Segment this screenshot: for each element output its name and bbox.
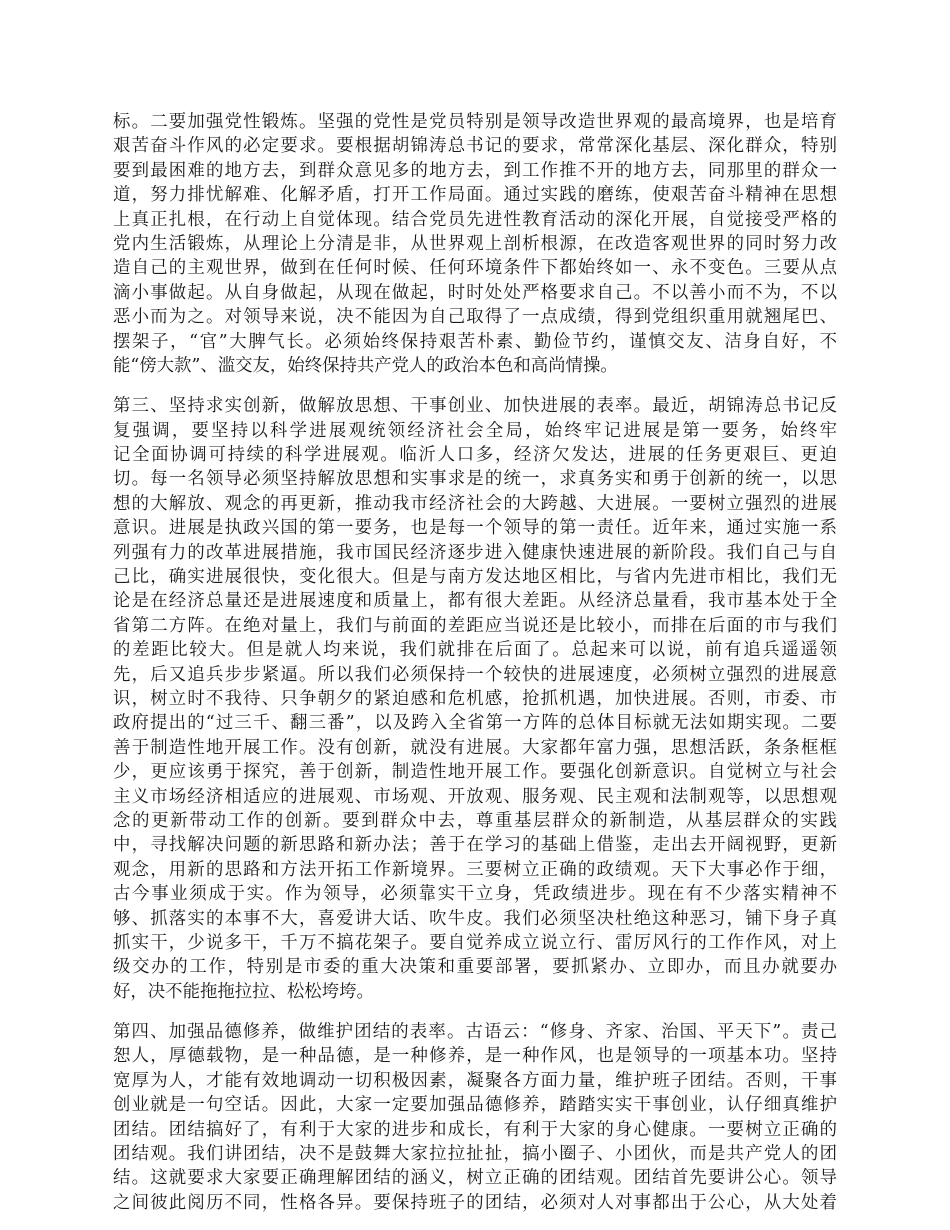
text-line: 团结。团结搞好了，有利于大家的进步和成长，有利于大家的身心健康。一要树立正确的 xyxy=(113,1119,837,1140)
text-line: 论是在经济总量还是进展速度和质量上，都有很大差距。从经济总量看，我市基本处于全 xyxy=(113,591,837,612)
text-line: 善于制造性地开展工作。没有创新，就没有进展。大家都年富力强，思想活跃，条条框框 xyxy=(113,737,837,758)
text-line: 先，后又追兵步步紧逼。所以我们必须保持一个较快的进展速度，必须树立强烈的进展意 xyxy=(113,664,837,685)
text-line: 第四、加强品德修养，做维护团结的表率。古语云：“修身、齐家、治国、平天下”。责己 xyxy=(113,1022,837,1043)
text-line: 切。每一名领导必须坚持解放思想和实事求是的统一，求真务实和勇于创新的统一，以思 xyxy=(113,469,837,490)
document-body xyxy=(113,110,837,1215)
text-line: 记全面协调可持续的科学进展观。临沂人口多，经济欠发达，进展的任务更艰巨、更迫 xyxy=(113,445,837,466)
text-line: 标。二要加强党性锻炼。坚强的党性是党员特别是领导改造世界观的最高境界，也是培育 xyxy=(113,112,837,132)
text-line: 摆架子，“官”大脾气长。必须始终保持艰苦朴素、勤俭节约，谨慎交友、洁身自好，不 xyxy=(113,331,837,352)
text-line: 好，决不能拖拖拉拉、松松垮垮。 xyxy=(113,981,374,1002)
text-line: 古今事业须成于实。作为领导，必须靠实干立身，凭政绩进步。现在有不少落实精神不 xyxy=(113,884,837,905)
text-line: 道，努力排忧解难、化解矛盾，打开工作局面。通过实践的磨练，使艰苦奋斗精神在思想 xyxy=(113,185,837,206)
text-line: 复强调，要坚持以科学进展观统领经济社会全局，始终牢记进展是第一要务，始终牢 xyxy=(113,420,837,441)
text-line: 中，寻找解决问题的新思路和新办法；善于在学习的基础上借鉴，走出去开阔视野，更新 xyxy=(113,835,837,856)
text-line: 抓实干，少说多干，千万不搞花架子。要自觉养成立说立行、雷厉风行的工作作风，对上 xyxy=(113,932,837,953)
text-line: 第三、坚持求实创新，做解放思想、干事创业、加快进展的表率。最近，胡锦涛总书记反 xyxy=(113,396,837,417)
text-line: 列强有力的改革进展措施，我市国民经济逐步进入健康快速进展的新阶段。我们自己与自 xyxy=(113,542,837,563)
text-line: 己比，确实进展很快，变化很大。但是与南方发达地区相比，与省内先进市相比，我们无 xyxy=(113,567,837,588)
paragraph-3 xyxy=(113,1020,837,1215)
text-line: 念的更新带动工作的创新。要到群众中去，尊重基层群众的新制造，从基层群众的实践 xyxy=(113,810,837,831)
text-line: 团结观。我们讲团结，决不是鼓舞大家拉拉扯扯，搞小圈子、小团伙，而是共产党人的团 xyxy=(113,1144,837,1165)
text-line: 之间彼此阅历不同，性格各异。要保持班子的团结，必须对人对事都出于公心，从大处着 xyxy=(113,1192,837,1213)
text-line: 党内生活锻炼，从理论上分清是非，从世界观上剖析根源，在改造客观世界的同时努力改 xyxy=(113,233,837,254)
text-line: 恶小而为之。对领导来说，决不能因为自己取得了一点成绩，得到党组织重用就翘尾巴、 xyxy=(113,307,837,328)
text-line: 造自己的主观世界，做到在任何时候、任何环境条件下都始终如一、永不变色。三要从点 xyxy=(113,258,837,279)
text-line: 主义市场经济相适应的进展观、市场观、开放观、服务观、民主观和法制观等，以思想观 xyxy=(113,786,837,807)
text-line: 要到最困难的地方去，到群众意见多的地方去，到工作推不开的地方去，同那里的群众一 xyxy=(113,160,837,181)
text-line: 结。这就要求大家要正确理解团结的涵义，树立正确的团结观。团结首先要讲公心。领导 xyxy=(113,1168,837,1189)
text-line: 的差距比较大。但是就人均来说，我们就排在后面了。总起来可以说，前有追兵遥遥领 xyxy=(113,640,837,661)
text-line: 识，树立时不我待、只争朝夕的紧迫感和危机感，抢抓机遇，加快进展。否则，市委、市 xyxy=(113,688,837,709)
text-line: 滴小事做起。从自身做起，从现在做起，时时处处严格要求自己。不以善小而不为，不以 xyxy=(113,282,837,303)
paragraph-2 xyxy=(113,394,837,1004)
text-line: 政府提出的“过三千、翻三番”，以及跨入全省第一方阵的总体目标就无法如期实现。二要 xyxy=(113,713,837,734)
text-line: 能“傍大款”、滥交友，始终保持共产党人的政治本色和高尚情操。 xyxy=(113,355,618,376)
text-line: 级交办的工作，特别是市委的重大决策和重要部署，要抓紧办、立即办，而且办就要办 xyxy=(113,957,837,978)
paragraph-1 xyxy=(113,110,837,378)
text-line: 创业就是一句空话。因此，大家一定要加强品德修养，踏踏实实干事创业，认仔细真维护 xyxy=(113,1095,837,1116)
text-line: 省第二方阵。在绝对量上，我们与前面的差距应当说还是比较小，而排在后面的市与我们 xyxy=(113,615,837,636)
text-line: 宽厚为人，才能有效地调动一切积极因素，凝聚各方面力量，维护班子团结。否则，干事 xyxy=(113,1070,837,1091)
text-line: 够、抓落实的本事不大，喜爱讲大话、吹牛皮。我们必须坚决杜绝这种恶习，铺下身子真 xyxy=(113,908,837,929)
text-line: 意识。进展是执政兴国的第一要务，也是每一个领导的第一责任。近年来，通过实施一系 xyxy=(113,518,837,539)
text-line: 艰苦奋斗作风的必定要求。要根据胡锦涛总书记的要求，常常深化基层、深化群众，特别 xyxy=(113,136,837,157)
text-line: 上真正扎根，在行动上自觉体现。结合党员先进性教育活动的深化开展，自觉接受严格的 xyxy=(113,209,837,230)
text-line: 观念，用新的思路和方法开拓工作新境界。三要树立正确的政绩观。天下大事必作于细， xyxy=(113,859,837,880)
text-line: 少，更应该勇于探究，善于创新，制造性地开展工作。要强化创新意识。自觉树立与社会 xyxy=(113,762,837,783)
text-line: 恕人，厚德载物，是一种品德，是一种修养，是一种作风，也是领导的一项基本功。坚持 xyxy=(113,1046,837,1067)
text-line: 想的大解放、观念的再更新，推动我市经济社会的大跨越、大进展。一要树立强烈的进展 xyxy=(113,493,837,514)
